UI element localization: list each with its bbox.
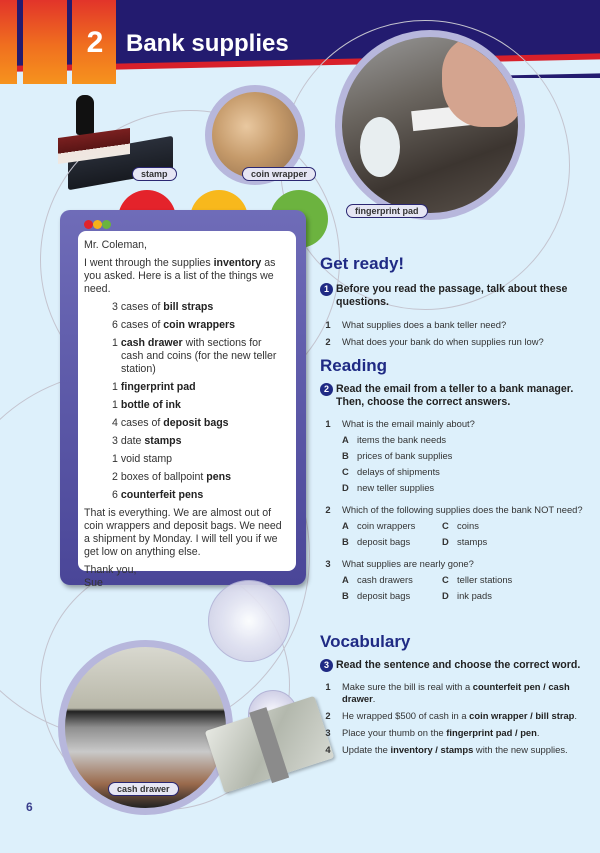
hand <box>442 37 522 127</box>
fingerprint-pad-photo <box>335 30 525 220</box>
section-heading: Reading <box>320 356 388 375</box>
option-text: coin wrappers <box>357 520 416 531</box>
green-window-dot-icon <box>102 220 111 229</box>
option-text: delays of shipments <box>357 466 440 477</box>
reading-question <box>320 418 590 430</box>
discussion-question <box>320 336 590 348</box>
answer-option[interactable] <box>342 466 590 478</box>
page-number: 6 <box>26 800 33 814</box>
instruction-text: Before you read the passage, talk about these questions. <box>336 283 568 308</box>
question-number: 1 <box>325 418 331 429</box>
red-window-dot-icon <box>84 220 93 229</box>
reading-question <box>320 504 590 516</box>
unit-number: 2 <box>86 26 104 59</box>
answer-option[interactable] <box>342 536 442 548</box>
vocab-item <box>320 727 590 739</box>
option-letter: B <box>342 536 349 547</box>
option-letter: A <box>342 434 349 445</box>
answer-option[interactable] <box>342 590 442 602</box>
text: 6 cases of <box>112 319 164 331</box>
glass-bubble <box>208 580 290 662</box>
supply-item <box>84 319 288 332</box>
item-number: 2 <box>325 710 331 721</box>
header-tab-decoration <box>23 0 67 84</box>
option-text: deposit bags <box>357 590 411 601</box>
answer-option[interactable] <box>342 520 442 532</box>
yellow-window-dot-icon <box>93 220 102 229</box>
photo-label-fingerprint-pad: fingerprint pad <box>346 204 428 218</box>
question-number: 1 <box>325 319 331 330</box>
page-title: Bank supplies <box>126 30 289 57</box>
option-text: ink pads <box>457 590 492 601</box>
bill-strap <box>249 707 289 783</box>
answer-options <box>320 574 590 602</box>
ink-pad-lid <box>360 117 400 177</box>
step-number-icon: 3 <box>320 659 333 672</box>
item-number: 4 <box>325 744 331 755</box>
text: 2 boxes of ballpoint <box>112 471 207 483</box>
text: 1 void stamp <box>112 453 173 465</box>
section-heading: Get ready! <box>320 254 405 273</box>
text: 1 <box>112 337 121 349</box>
text: . <box>372 693 376 704</box>
text: Thank you, <box>84 564 137 576</box>
text: . <box>536 727 540 738</box>
get-ready-section <box>320 254 590 348</box>
text: . <box>574 710 578 721</box>
option-letter: D <box>342 482 349 493</box>
text: 3 cases of <box>112 301 164 313</box>
option-letter: B <box>342 590 349 601</box>
keyword: coin wrappers <box>163 319 236 331</box>
text: with sections for <box>182 337 262 349</box>
vocab-item <box>320 710 590 722</box>
instruction <box>320 283 590 309</box>
question-number: 2 <box>325 336 331 347</box>
option-text: cash drawers <box>357 574 413 585</box>
option-text: teller stations <box>457 574 513 585</box>
item-number: 1 <box>325 681 331 692</box>
word-choice[interactable]: fingerprint pad / pen <box>446 727 537 738</box>
supply-item <box>84 417 288 430</box>
text: Update the <box>342 744 391 755</box>
keyword: stamps <box>144 435 182 447</box>
section-heading: Vocabulary <box>320 632 411 651</box>
reading-section <box>320 356 590 602</box>
item-number: 3 <box>325 727 331 738</box>
text: I went through the supplies <box>84 257 214 269</box>
text: 1 <box>112 381 121 393</box>
answer-option[interactable] <box>342 482 590 494</box>
word-choice[interactable]: coin wrapper / bill strap <box>469 710 575 721</box>
signature: Sue <box>84 577 103 589</box>
text: as you asked. Here is a list of the things we need. <box>84 257 276 295</box>
vocabulary-section <box>320 632 590 756</box>
answer-option[interactable] <box>342 450 590 462</box>
text: Make sure the bill is real with a <box>342 681 473 692</box>
text: 4 cases of <box>112 417 164 429</box>
keyword: fingerprint pad <box>120 381 196 393</box>
email-body <box>78 231 296 589</box>
question-text: What is the email mainly about? <box>342 418 475 429</box>
text: 3 date <box>112 435 145 447</box>
text: cash and coins (for the new teller station) <box>121 350 277 375</box>
text: 1 <box>112 399 121 411</box>
instruction-text: Read the sentence and choose the correct word. <box>336 659 581 671</box>
option-text: coins <box>457 520 479 531</box>
option-letter: B <box>342 450 349 461</box>
supply-item <box>84 471 288 484</box>
option-text: new teller supplies <box>357 482 435 493</box>
photo-label-coin-wrapper: coin wrapper <box>242 167 316 181</box>
text: Place your thumb on the <box>342 727 447 738</box>
answer-options <box>320 520 590 548</box>
keyword: bottle of ink <box>120 399 181 411</box>
option-letter: C <box>342 466 349 477</box>
vocab-item <box>320 744 590 756</box>
supply-item <box>84 301 288 314</box>
answer-option[interactable] <box>442 590 542 602</box>
question-text: What does your bank do when supplies run low? <box>342 336 544 347</box>
email-greeting: Mr. Coleman, <box>84 239 147 251</box>
keyword: inventory <box>213 257 262 269</box>
email-intro <box>84 257 288 296</box>
option-letter: D <box>442 536 449 547</box>
option-letter: D <box>442 590 449 601</box>
supply-item <box>84 381 288 394</box>
answer-option[interactable] <box>342 434 590 446</box>
option-text: stamps <box>457 536 488 547</box>
question-number: 2 <box>325 504 331 515</box>
supply-item <box>84 453 288 466</box>
option-letter: C <box>442 520 449 531</box>
answer-option[interactable] <box>442 536 542 548</box>
keyword: counterfeit pens <box>120 489 204 501</box>
instruction <box>320 659 590 672</box>
instruction <box>320 383 590 409</box>
option-text: prices of bank supplies <box>357 450 453 461</box>
text: 6 <box>112 489 121 501</box>
keyword: deposit bags <box>163 417 229 429</box>
word-choice[interactable]: counterfeit pen / cash drawer <box>342 681 570 704</box>
step-number-icon: 2 <box>320 383 333 396</box>
reading-question <box>320 558 590 570</box>
photo-label-stamp: stamp <box>132 167 177 181</box>
keyword: bill straps <box>163 301 214 313</box>
text: He wrapped $500 of cash in a <box>342 710 470 721</box>
email-closing-paragraph: That is everything. We are almost out of coin wrappers and deposit bags. We need a shipment by Monday. I will tell you if we get low on anything else. <box>84 507 282 558</box>
step-number-icon: 1 <box>320 283 333 296</box>
photo-label-cash-drawer: cash drawer <box>108 782 179 796</box>
option-letter: C <box>442 574 449 585</box>
answer-option[interactable] <box>442 574 542 586</box>
supply-item <box>84 489 288 502</box>
email-monitor-frame <box>60 210 306 589</box>
vocab-item <box>320 681 590 705</box>
supply-item <box>84 337 288 376</box>
header-tab-decoration <box>0 0 17 84</box>
answer-option[interactable] <box>442 520 542 532</box>
stamp-block <box>58 128 130 164</box>
question-text: Which of the following supplies does the bank NOT need? <box>342 504 583 515</box>
option-text: items the bank needs <box>357 434 447 445</box>
question-number: 3 <box>325 558 331 569</box>
text: with the new supplies. <box>473 744 568 755</box>
discussion-question <box>320 319 590 331</box>
keyword: pens <box>206 471 231 483</box>
question-text: What supplies does a bank teller need? <box>342 319 507 330</box>
question-text: What supplies are nearly gone? <box>342 558 474 569</box>
stamp-handle-icon <box>76 95 94 135</box>
keyword: cash drawer <box>120 337 183 349</box>
option-text: deposit bags <box>357 536 411 547</box>
instruction-text: Read the email from a teller to a bank manager. Then, choose the correct answers. <box>336 383 574 408</box>
word-choice[interactable]: inventory / stamps <box>390 744 474 755</box>
option-letter: A <box>342 574 349 585</box>
answer-options <box>320 434 590 494</box>
supply-item <box>84 435 288 448</box>
supply-item <box>84 399 288 412</box>
answer-option[interactable] <box>342 574 442 586</box>
option-letter: A <box>342 520 349 531</box>
